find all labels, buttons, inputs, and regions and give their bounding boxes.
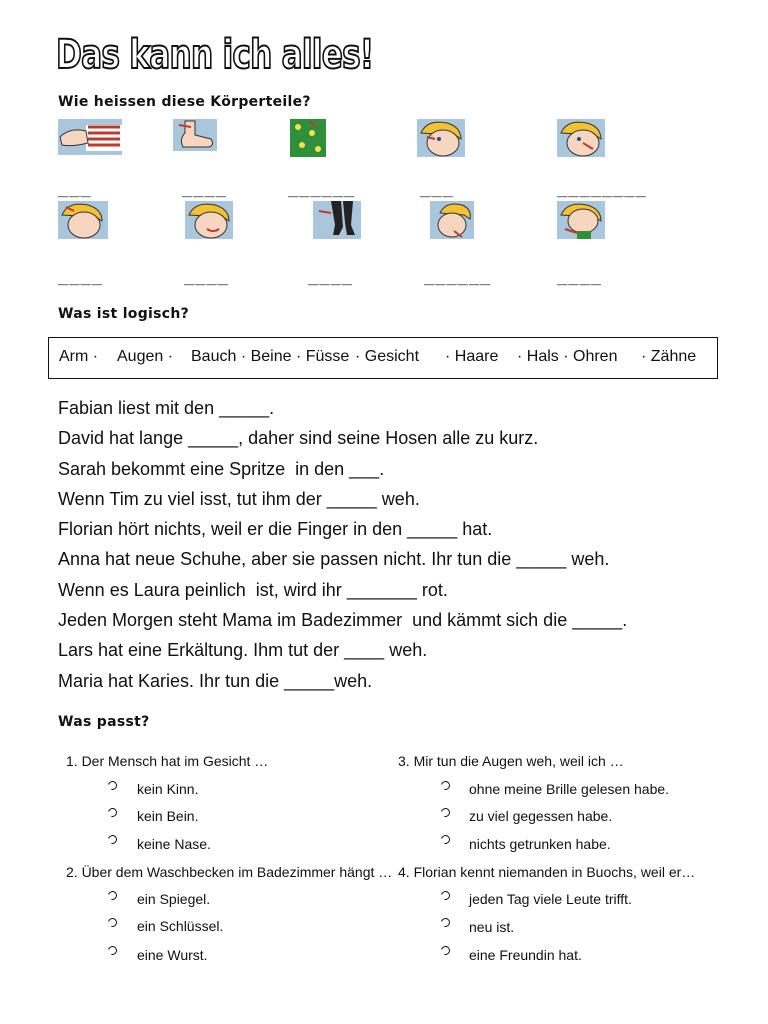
answer-blank[interactable]: ____ — [184, 266, 229, 286]
word-bank — [48, 337, 718, 379]
answer-blank[interactable]: ________ — [557, 178, 647, 198]
face-picture — [430, 201, 474, 239]
option-label: jeden Tag viele Leute trifft. — [469, 891, 632, 907]
sentence: Maria hat Karies. Ihr tun die _____weh. — [58, 670, 373, 691]
foot-picture — [173, 119, 217, 151]
radio-option[interactable] — [106, 833, 118, 845]
hair-picture — [58, 201, 108, 239]
word-bank-item: · Gesicht — [355, 348, 420, 365]
sentence: Lars hat eine Erkältung. Ihm tut der ____ weh. — [58, 640, 428, 661]
option-label: ein Spiegel. — [137, 891, 211, 907]
radio-option[interactable] — [439, 779, 451, 791]
question-2: 2. Über dem Waschbecken im Badezimmer hängt … — [66, 864, 393, 880]
radio-option[interactable] — [106, 889, 118, 901]
radio-option[interactable] — [439, 889, 451, 901]
sentence-list — [58, 393, 627, 696]
sentence: Wenn es Laura peinlich ist, wird ihr _______ rot. — [58, 579, 448, 600]
word-bank-item: Bauch · Beine · Füsse — [191, 348, 350, 365]
question-3: 3. Mir tun die Augen weh, weil ich … — [398, 753, 624, 769]
option-label: keine Nase. — [137, 836, 211, 852]
answer-blank[interactable]: ___ — [420, 178, 454, 198]
radio-option[interactable] — [106, 779, 118, 791]
word-bank-item: · Zähne — [641, 348, 697, 365]
answer-blank[interactable]: ______ — [424, 266, 492, 286]
section-heading-body-parts: Wie heissen diese Körperteile? — [58, 94, 311, 110]
word-bank-item: · Hals · Ohren — [517, 348, 618, 365]
option-label: nichts getrunken habe. — [469, 836, 611, 852]
sentence: Wenn Tim zu viel isst, tut ihm der _____ weh. — [58, 488, 420, 509]
radio-option[interactable] — [439, 916, 451, 928]
sentence: David hat lange _____, daher sind seine Hosen alle zu kurz. — [58, 428, 539, 449]
option-label: eine Wurst. — [137, 947, 208, 963]
option-label: ohne meine Brille gelesen habe. — [469, 781, 670, 797]
nose-picture — [557, 119, 605, 157]
option-label: ein Schlüssel. — [137, 918, 224, 934]
neck-picture — [557, 201, 605, 239]
option-label: neu ist. — [469, 919, 515, 935]
radio-option[interactable] — [106, 806, 118, 818]
sentence: Fabian liest mit den _____. — [58, 398, 275, 418]
answer-blank[interactable]: ____ — [182, 178, 227, 198]
question-4: 4. Florian kennt niemanden in Buochs, weil er… — [398, 864, 696, 880]
radio-option[interactable] — [439, 944, 451, 956]
sentence: Jeden Morgen steht Mama im Badezimmer und kämmt sich die _____. — [58, 610, 628, 631]
option-label: zu viel gegessen habe. — [469, 808, 613, 824]
radio-option[interactable] — [439, 806, 451, 818]
word-bank-item: Augen · — [117, 348, 174, 365]
radio-option[interactable] — [106, 916, 118, 928]
belly-picture — [290, 119, 326, 157]
sentence: Florian hört nichts, weil er die Finger in den _____ hat. — [58, 519, 493, 540]
worksheet-title: Das kann ich alles! — [56, 32, 374, 78]
answer-blank[interactable]: ____ — [308, 266, 353, 286]
answer-blank[interactable]: ___ — [58, 178, 92, 198]
teeth-picture — [185, 201, 233, 239]
option-label: kein Bein. — [137, 808, 199, 824]
sentence: Sarah bekommt eine Spritze in den ___. — [58, 458, 385, 479]
word-bank-item: Arm · — [59, 348, 99, 365]
answer-blank[interactable]: ____ — [557, 266, 602, 286]
answer-blank[interactable]: ______ — [288, 178, 356, 198]
sentence: Anna hat neue Schuhe, aber sie passen nicht. Ihr tun die _____ weh. — [58, 549, 610, 570]
option-label: eine Freundin hat. — [469, 947, 582, 963]
word-bank-item: · Haare — [445, 348, 499, 365]
eye-picture — [417, 119, 465, 157]
arm-picture — [58, 119, 122, 155]
radio-option[interactable] — [106, 944, 118, 956]
legs-picture — [313, 201, 361, 239]
section-heading-match: Was passt? — [58, 714, 150, 730]
option-label: kein Kinn. — [137, 781, 199, 797]
radio-option[interactable] — [439, 833, 451, 845]
question-1: 1. Der Mensch hat im Gesicht … — [66, 753, 269, 769]
answer-blank[interactable]: ____ — [58, 266, 103, 286]
section-heading-logic: Was ist logisch? — [58, 306, 190, 322]
